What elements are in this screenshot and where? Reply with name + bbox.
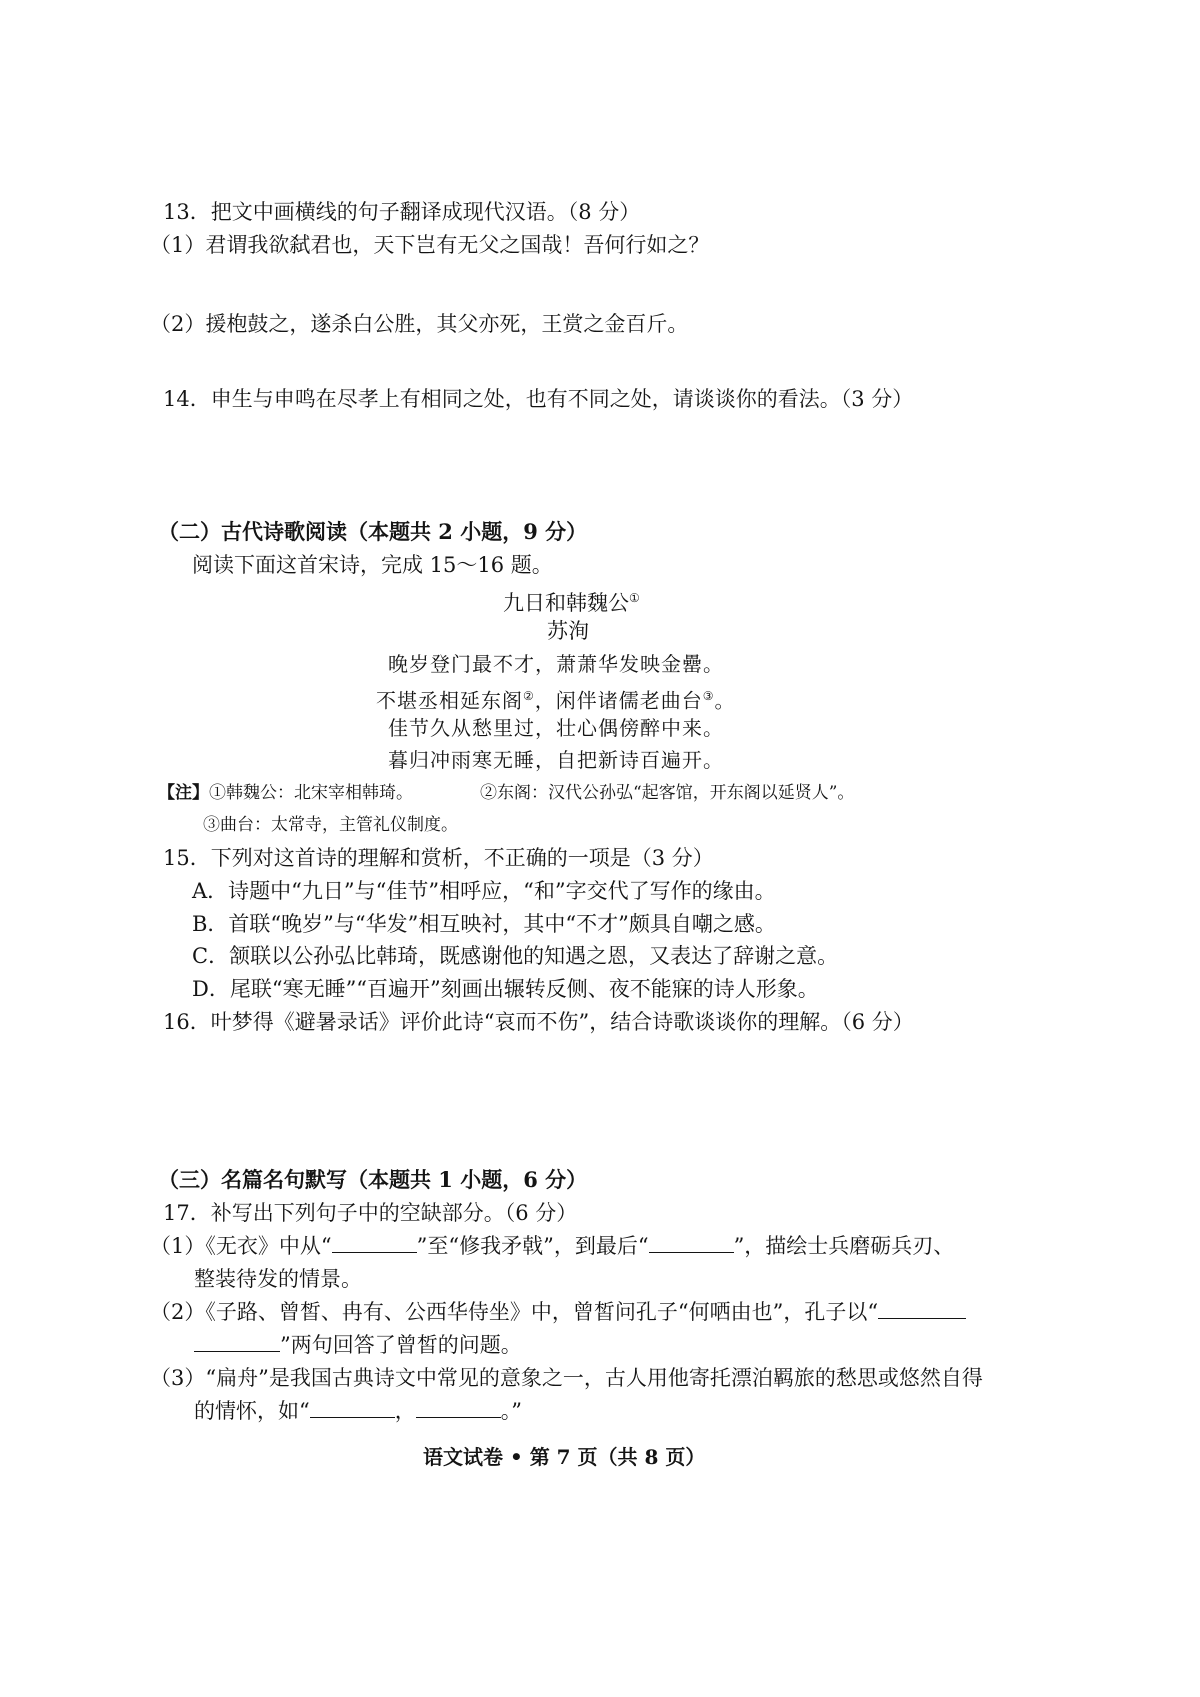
q13-sentence-1: （1）君谓我欲弑君也，天下岂有无父之国哉！吾何行如之？: [150, 233, 710, 257]
q15-stem: 15．下列对这首诗的理解和赏析，不正确的一项是（3 分）: [163, 846, 714, 870]
q15-option-d: D．尾联“寒无睡”“百遍开”刻画出辗转反侧、夜不能寐的诗人形象。: [192, 977, 819, 1001]
q17-p1-d: 整装待发的情景。: [194, 1267, 362, 1291]
q15-option-c: C．颔联以公孙弘比韩琦，既感谢他的知遇之恩，又表达了辞谢之意。: [192, 944, 839, 968]
poem-line-1: 晚岁登门最不才，萧萧华发映金罍。: [388, 652, 724, 676]
q16-stem: 16．叶梦得《避暑录话》评价此诗“哀而不伤”，结合诗歌谈谈你的理解。（6 分）: [163, 1010, 914, 1034]
q17-p3-d: 。”: [500, 1399, 522, 1423]
q17-p3-a: （3）“扁舟”是我国古典诗文中常见的意象之一，古人用他寄托漂泊羁旅的愁思或悠然自得: [150, 1366, 983, 1390]
q13-sentence-2: （2）援枹鼓之，遂杀白公胜，其父亦死，王赏之金百斤。: [150, 312, 689, 336]
section2-intro: 阅读下面这首宋诗，完成 15～16 题。: [192, 553, 553, 577]
q13-stem: 13．把文中画横线的句子翻译成现代汉语。（8 分）: [163, 200, 641, 224]
poem-line-4: 暮归冲雨寒无睡，自把新诗百遍开。: [388, 748, 724, 772]
q17-stem: 17．补写出下列句子中的空缺部分。（6 分）: [163, 1201, 578, 1225]
poem-title: [503, 584, 640, 617]
section3-heading: （三）名篇名句默写（本题共 1 小题，6 分）: [158, 1167, 588, 1192]
poem-title-text: 九日和韩魏公: [503, 591, 629, 615]
poem-line-2a: 不堪丞相延东阁: [376, 688, 523, 713]
answer-blank-5[interactable]: [416, 1399, 501, 1418]
page-footer: 语文试卷 • 第 7 页（共 8 页）: [423, 1445, 706, 1469]
poem-title-note-mark: ①: [629, 591, 640, 605]
note-1: ①韩魏公：北宋宰相韩琦。: [209, 783, 413, 803]
poem-note-mark-2: ②: [523, 689, 535, 703]
q17-part-2-cont: [194, 1331, 522, 1359]
poem-notes-row-1: [158, 779, 413, 807]
q17-p1-c: ”，描绘士兵磨砺兵刃、: [733, 1234, 955, 1258]
poem-note-mark-3: ③: [702, 689, 715, 703]
q17-p3-b: 的情怀，如“: [194, 1399, 310, 1423]
answer-blank-1[interactable]: [332, 1234, 417, 1253]
q15-option-a: A．诗题中“九日”与“佳节”相呼应，“和”字交代了写作的缘由。: [192, 879, 776, 903]
q17-part-2: [150, 1298, 966, 1326]
poem-line-2c: 。: [714, 688, 736, 713]
note-3: ③曲台：太常寺，主管礼仪制度。: [203, 815, 458, 835]
poem-line-2b: ，闲伴诸儒老曲台: [534, 688, 703, 713]
answer-blank-4[interactable]: [310, 1399, 395, 1418]
answer-blank-3b[interactable]: [194, 1333, 280, 1352]
q17-part-1: [150, 1232, 954, 1260]
answer-blank-2[interactable]: [649, 1234, 734, 1253]
q17-p1-b: ”至“修我矛戟”，到最后“: [416, 1234, 649, 1258]
poem-line-3: 佳节久从愁里过，壮心偶傍醉中来。: [388, 716, 724, 740]
section2-heading: （二）古代诗歌阅读（本题共 2 小题，9 分）: [158, 519, 588, 544]
q17-p1-a: （1）《无衣》中从“: [150, 1234, 332, 1258]
q15-option-b: B．首联“晚岁”与“华发”相互映衬，其中“不才”颇具自嘲之感。: [192, 912, 776, 936]
q17-p2-a: （2）《子路、曾皙、冉有、公西华侍坐》中，曾皙问孔子“何哂由也”，孔子以“: [150, 1300, 879, 1324]
q17-p2-b: ”两句回答了曾皙的问题。: [280, 1333, 522, 1357]
answer-blank-3a[interactable]: [878, 1300, 966, 1319]
poem-line-2: [376, 682, 736, 715]
q14-stem: 14．申生与申鸣在尽孝上有相同之处，也有不同之处，请谈谈你的看法。（3 分）: [163, 387, 914, 411]
note-label: 【注】: [158, 783, 209, 803]
poem-author: 苏洵: [547, 619, 589, 643]
q17-part-3-cont: [194, 1397, 522, 1425]
q17-p3-c: ，: [394, 1399, 416, 1423]
note-2: ②东阁：汉代公孙弘“起客馆，开东阁以延贤人”。: [480, 783, 855, 803]
